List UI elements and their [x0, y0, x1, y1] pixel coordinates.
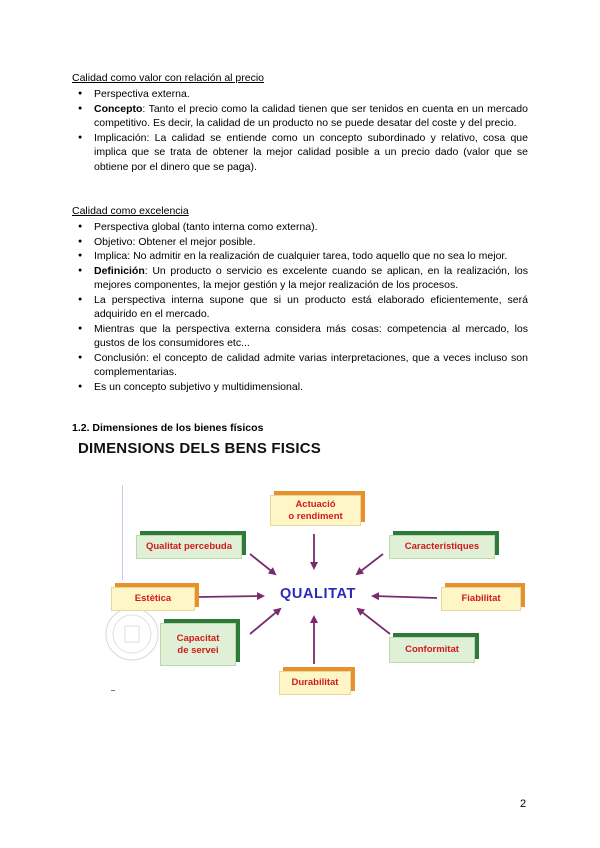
bullet-item — [72, 322, 528, 351]
bullet-item — [72, 249, 528, 264]
bullet-bold-term: Definición — [94, 264, 145, 277]
arrow-from-qualitat-percebuda — [250, 554, 275, 574]
arrow-from-caracteristiques — [357, 554, 383, 574]
bullet-list-excellence — [72, 220, 528, 394]
bullet-text: Mientras que la perspectiva externa considera más cosas: competencia al mercado, los gustos de los consumidores etc... — [94, 322, 528, 349]
bullet-list-value-price — [72, 87, 528, 174]
bullet-item — [72, 380, 528, 395]
bullet-text: Es un concepto subjetivo y multidimensional. — [94, 380, 303, 393]
bullet-text: Implicación: La calidad se entiende como un concepto subordinado y relativo, cosa que implica que se trata de obtener la mejor calidad posible a un precio dado (valor que se obtiene por el dinero que se paga). — [94, 131, 528, 173]
box-conformitat: Conformitat — [389, 637, 475, 663]
bullet-text: Conclusión: el concepto de calidad admite varias interpretaciones, que a veces incluso son complementarias. — [94, 351, 528, 378]
box-capacitat-line2: de servei — [177, 644, 219, 656]
box-actuacio-rendiment — [270, 495, 361, 526]
arrow-from-estetica — [198, 596, 263, 597]
bullet-item — [72, 264, 528, 293]
box-actuacio-line2: o rendiment — [288, 510, 343, 522]
bullet-text: : Un producto o servicio es excelente cuando se aplican, en la realización, los mejores componentes, la mejor gestión y la mejor realización de los procesos. — [94, 264, 528, 291]
qualitat-center-label: QUALITAT — [280, 586, 356, 602]
box-capacitat-line1: Capacitat — [176, 632, 220, 644]
arrow-from-fiabilitat — [373, 596, 437, 598]
bullet-bold-term: Concepto — [94, 102, 143, 115]
box-qualitat-percebuda: Qualitat percebuda — [136, 535, 242, 559]
bullet-text: La perspectiva interna supone que si un producto está elaborado eficientemente, será adquirido en el mercado. — [94, 293, 528, 320]
section-title-excellence: Calidad como excelencia — [72, 205, 189, 217]
box-fiabilitat: Fiabilitat — [441, 587, 521, 611]
bullet-item — [72, 220, 528, 235]
bullet-item — [72, 293, 528, 322]
bullet-item — [72, 102, 528, 131]
bullet-text: Implica: No admitir en la realización de cualquier tarea, todo aquello que no sea lo mejor. — [94, 250, 508, 262]
bullet-text: : Tanto el precio como la calidad tienen que ser tenidos en cuenta en un mercado competitivo. Es decir, la calidad de un producto no se puede desatar del coste y del precio. — [94, 102, 528, 129]
arrow-from-conformitat — [358, 609, 390, 634]
box-capacitat-servei — [160, 623, 236, 666]
box-caracteristiques: Característiques — [389, 535, 495, 559]
bullet-text: Objetivo: Obtener el mejor posible. — [94, 235, 256, 248]
page-number: 2 — [520, 798, 527, 810]
bullet-item — [72, 351, 528, 380]
bullet-item — [72, 235, 528, 250]
bullet-text: Perspectiva externa. — [94, 88, 190, 100]
bullet-item — [72, 131, 528, 175]
subheading-dimensions: 1.2. Dimensiones de los bienes físicos — [72, 422, 264, 434]
box-estetica: Estètica — [111, 587, 195, 611]
section-title-value-price: Calidad como valor con relación al precio — [72, 72, 265, 84]
bullet-item — [72, 87, 528, 102]
bullet-text: Perspectiva global (tanto interna como externa). — [94, 221, 318, 233]
box-actuacio-line1: Actuació — [295, 498, 336, 510]
figure-title: DIMENSIONS DELS BENS FISICS — [78, 440, 321, 457]
arrow-from-capacitat — [250, 609, 280, 634]
box-durabilitat: Durabilitat — [279, 671, 351, 695]
